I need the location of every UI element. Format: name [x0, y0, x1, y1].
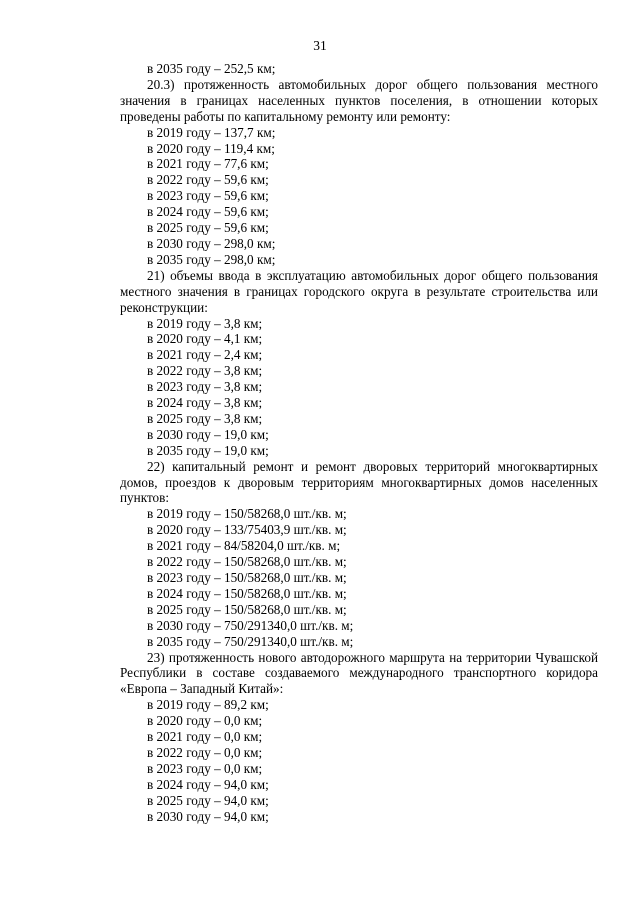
list-item: в 2024 году – 3,8 км; — [147, 395, 263, 411]
list-item: в 2021 году – 77,6 км; — [147, 156, 269, 172]
document-body — [120, 61, 598, 825]
list-item: в 2025 году – 94,0 км; — [147, 792, 269, 808]
list-item: в 2019 году – 3,8 км; — [147, 315, 263, 331]
list-item: в 2019 году – 150/58268,0 шт./кв. м; — [147, 506, 347, 522]
list-item: в 2020 году – 0,0 км; — [147, 713, 263, 729]
paragraph: 23) протяженность нового автодорожного маршрута на территории Чувашской Республики в составе создаваемого международного транспортного коридора «Европа – Западный Китай»: — [120, 649, 598, 697]
list-item: в 2023 году – 0,0 км; — [147, 760, 263, 776]
list-item: в 2021 году – 84/58204,0 шт./кв. м; — [147, 538, 341, 554]
list-item: в 2035 году – 19,0 км; — [147, 442, 269, 458]
list-item: в 2035 году – 298,0 км; — [147, 251, 276, 267]
list-item: в 2030 году – 750/291340,0 шт./кв. м; — [147, 617, 354, 633]
list-item: в 2023 году – 3,8 км; — [147, 379, 263, 395]
list-item: в 2022 году – 59,6 км; — [147, 172, 269, 188]
paragraph: 22) капитальный ремонт и ремонт дворовых территорий многоквартирных домов, проездов к дворовым территориям многоквартирных домов населенных пунктов: — [120, 458, 598, 506]
list-item: в 2020 году – 119,4 км; — [147, 140, 275, 156]
list-item: в 2030 году – 94,0 км; — [147, 808, 269, 824]
list-item: в 2025 году – 59,6 км; — [147, 220, 269, 236]
list-item: в 2023 году – 150/58268,0 шт./кв. м; — [147, 570, 347, 585]
list-item: в 2030 году – 298,0 км; — [147, 235, 276, 251]
list-item: в 2024 году – 94,0 км; — [147, 776, 269, 792]
list-item: в 2021 году – 2,4 км; — [147, 347, 263, 363]
list-item: в 2035 году – 750/291340,0 шт./кв. м; — [147, 633, 354, 649]
list-item: в 2022 году – 0,0 км; — [147, 744, 263, 760]
paragraph: 20.3) протяженность автомобильных дорог общего пользования местного значения в границах населенных пунктов поселения, в отношении которых проведены работы по капитальному ремонту или ремонту: — [120, 76, 598, 124]
list-item: в 2019 году – 137,7 км; — [147, 124, 276, 140]
list-item: в 2024 году – 150/58268,0 шт./кв. м; — [147, 585, 347, 601]
list-item: в 2025 году – 3,8 км; — [147, 410, 263, 426]
list-item: в 2020 году – 133/75403,9 шт./кв. м; — [147, 522, 347, 538]
list-item: в 2025 году – 150/58268,0 шт./кв. м; — [147, 601, 347, 617]
list-item: в 2022 году – 3,8 км; — [147, 363, 263, 379]
list-item: в 2020 году – 4,1 км; — [147, 331, 263, 347]
list-item: в 2021 году – 0,0 км; — [147, 729, 263, 745]
list-item: в 2022 году – 150/58268,0 шт./кв. м; — [147, 554, 347, 570]
list-item: в 2035 году – 252,5 км; — [147, 61, 276, 76]
paragraph: 21) объемы ввода в эксплуатацию автомобильных дорог общего пользования местного значения в границах городского округа в результате строительства или реконструкции: — [120, 267, 598, 315]
list-item: в 2030 году – 19,0 км; — [147, 426, 269, 442]
list-item: в 2019 году – 89,2 км; — [147, 697, 269, 713]
list-item: в 2023 году – 59,6 км; — [147, 188, 269, 204]
page-number: 31 — [313, 38, 327, 53]
list-item: в 2024 году – 59,6 км; — [147, 204, 269, 220]
